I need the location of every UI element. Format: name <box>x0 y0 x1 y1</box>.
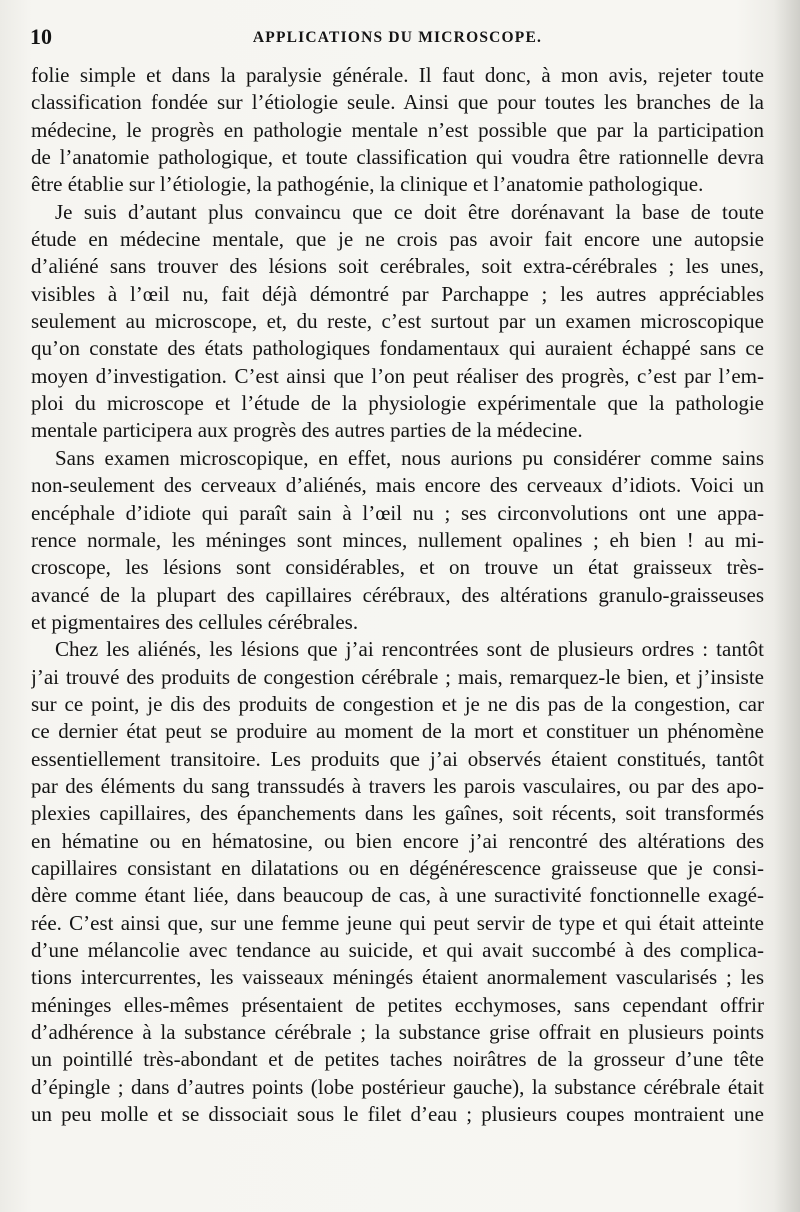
text-line: tions intercurrentes, les vaisseaux méningés étaient anormalement vascularisés ; les <box>31 965 764 990</box>
running-title: APPLICATIONS DU MICROSCOPE. <box>252 29 543 46</box>
text-line: non-seulement des cerveaux d’aliénés, mais encore des cerveaux d’idiots. Voici un <box>31 473 764 498</box>
text-line: qu’on constate des états pathologiques fondamentaux qui auraient échappé sans ce <box>31 336 764 361</box>
paragraph <box>31 445 764 636</box>
text-line: croscope, les lésions sont considérables, et on trouve un état graisseux très- <box>31 555 764 580</box>
page-number: 10 <box>30 24 52 49</box>
text-line: rée. C’est ainsi que, sur une femme jeune qui peut servir de type et qui était atteinte <box>31 910 764 935</box>
text-line: seulement au microscope, et, du reste, c’est surtout par un examen microscopique <box>31 309 764 334</box>
text-line: classification fondée sur l’étiologie seule. Ainsi que pour toutes les branches de la <box>31 90 764 115</box>
page-gutter-shadow <box>774 0 800 1212</box>
text-line: méninges elles-mêmes présentaient de petites ecchymoses, sans cependant offrir <box>31 992 764 1017</box>
text-line: rence normale, les méninges sont minces, nullement opalines ; eh bien ! au mi- <box>31 527 764 552</box>
text-line: un pointillé très-abondant et de petites taches noirâtres de la grosseur d’une tête <box>31 1047 764 1072</box>
text-line: Sans examen microscopique, en effet, nous aurions pu considérer comme sains <box>55 445 764 470</box>
text-line: j’ai trouvé des produits de congestion cérébrale ; mais, remarquez-le bien, et j’insiste <box>31 664 764 689</box>
text-line: Je suis d’autant plus convaincu que ce doit être dorénavant la base de toute <box>55 199 764 224</box>
text-line: moyen d’investigation. C’est ainsi que l’on peut réaliser des progrès, c’est par l’em- <box>31 363 764 388</box>
text-line: plexies capillaires, des épanchements dans les gaînes, soit récents, soit transformés <box>31 801 764 826</box>
text-line: d’épingle ; dans d’autres points (lobe postérieur gauche), la substance cérébrale était <box>31 1074 764 1099</box>
running-head <box>30 22 765 52</box>
body-text <box>31 62 764 1128</box>
text-line: avancé de la plupart des capillaires cérébraux, des altérations granulo-graisseuses <box>31 582 764 607</box>
text-line: ce dernier état peut se produire au moment de la mort et constituer un phénomène <box>31 719 764 744</box>
text-line: dère comme étant liée, dans beaucoup de cas, à une suractivité fonctionnelle exagé- <box>31 883 764 908</box>
text-line: sur ce point, je dis des produits de congestion et je ne dis pas de la congestion, car <box>31 691 764 716</box>
text-line: d’adhérence à la substance cérébrale ; la substance grise offrait en plusieurs points <box>31 1020 764 1045</box>
text-line: visibles à l’œil nu, fait déjà démontré par Parchappe ; les autres appréciables <box>31 281 764 306</box>
text-line: un peu molle et se dissociait sous le filet d’eau ; plusieurs coupes montraient une <box>31 1102 764 1127</box>
text-line: en hématine ou en hématosine, ou bien encore j’ai rencontré des altérations des <box>31 828 764 853</box>
text-line: ploi du microscope et l’étude de la physiologie expérimentale que la pathologie <box>31 391 764 416</box>
text-line: par des éléments du sang transsudés à travers les parois vasculaires, ou par des apo- <box>31 773 764 798</box>
text-line: encéphale d’idiote qui paraît sain à l’œil nu ; ses circonvolutions ont une appa- <box>31 500 764 525</box>
paragraph <box>31 62 764 199</box>
text-line: Chez les aliénés, les lésions que j’ai rencontrées sont de plusieurs ordres : tantôt <box>55 637 764 662</box>
text-line: mentale participera aux progrès des autres parties de la médecine. <box>31 418 583 443</box>
text-line: folie simple et dans la paralysie générale. Il faut donc, à mon avis, rejeter toute <box>31 63 764 87</box>
paragraph <box>31 636 764 1128</box>
text-line: et pigmentaires des cellules cérébrales. <box>31 609 359 634</box>
text-line: de l’anatomie pathologique, et toute classification qui voudra être rationnelle devra <box>31 145 764 170</box>
text-line: d’aliéné sans trouver des lésions soit cerébrales, soit extra-cérébrales ; les unes, <box>31 254 764 279</box>
paragraph <box>31 199 764 445</box>
text-line: d’une mélancolie avec tendance au suicide, et qui avait succombé à des complica- <box>31 938 764 962</box>
text-line: médecine, le progrès en pathologie mentale n’est possible que par la participation <box>31 117 764 142</box>
text-line: capillaires consistant en dilatations ou en dégénérescence graisseuse que je consi- <box>31 855 764 880</box>
text-line: étude en médecine mentale, que je ne crois pas avoir fait encore une autopsie <box>31 227 764 252</box>
text-line: être établie sur l’étiologie, la pathogénie, la clinique et l’anatomie pathologique. <box>31 172 704 197</box>
text-line: essentiellement transitoire. Les produits que j’ai observés étaient constitués, tantôt <box>31 746 764 771</box>
